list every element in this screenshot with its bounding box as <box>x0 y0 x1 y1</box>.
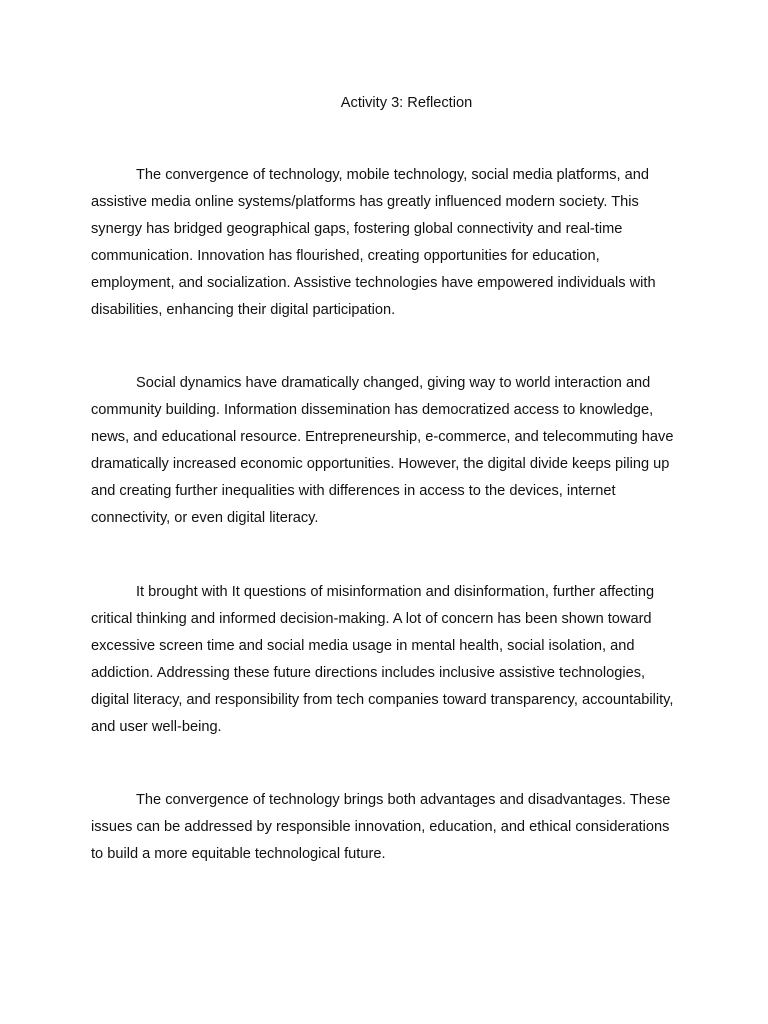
paragraph-1: The convergence of technology, mobile technology, social media platforms, and assistive media online systems/platforms has greatly influenced modern society. This synergy has bridged geographical gaps, fostering global connectivity and real-time communication. Innovation has flourished, creating opportunities for education, employment, and socialization. Assistive technologies have empowered individuals with disabilities, enhancing their digital participation. <box>91 167 656 318</box>
document-title: Activity 3: Reflection <box>340 95 473 111</box>
paragraph-2: Social dynamics have dramatically changed, giving way to world interaction and community building. Information dissemination has democratized access to knowledge, news, and educational resource. Entrepreneurship, e-commerce, and telecommuting have dramatically increased economic opportunities. However, the digital divide keeps piling up and creating further inequalities with differences in access to the devices, internet connectivity, or even digital literacy. <box>91 375 674 526</box>
paragraph-3: It brought with It questions of misinformation and disinformation, further affecting critical thinking and informed decision-making. A lot of concern has been shown toward excessive screen time and social media usage in mental health, social isolation, and addiction. Addressing these future directions includes inclusive assistive technologies, digital literacy, and responsibility from tech companies toward transparency, accountability, and user well-being. <box>91 584 674 735</box>
paragraph-4: The convergence of technology brings both advantages and disadvantages. These issues can be addressed by responsible innovation, education, and ethical considerations to build a more equitable technological future. <box>91 792 671 862</box>
